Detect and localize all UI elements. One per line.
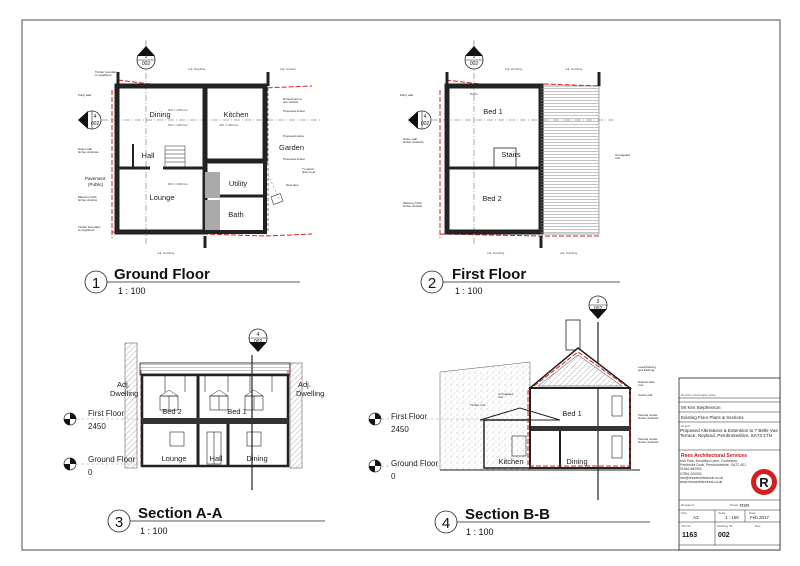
- company-name: Rees Architectural Services: [681, 453, 747, 459]
- svg-text:Stone wall: Stone wall: [403, 137, 417, 141]
- svg-text:Purlin: Purlin: [470, 92, 478, 96]
- svg-text:002: 002: [420, 121, 430, 127]
- svg-text:Painted render: Painted render: [638, 413, 658, 417]
- room-lounge: Lounge: [149, 193, 175, 202]
- svg-text:Adj. Dwelling: Adj. Dwelling: [188, 67, 206, 71]
- svg-text:Masonry brick: Masonry brick: [78, 195, 97, 199]
- svg-text:Ground Floor: Ground Floor: [88, 455, 136, 464]
- section-marker-left: [78, 111, 320, 129]
- svg-text:002: 002: [90, 121, 100, 127]
- room-bed-2: Bed 2: [482, 194, 502, 203]
- svg-text:Date: Date: [749, 511, 756, 515]
- room-bed-1: Bed 1: [562, 409, 582, 418]
- svg-text:timber windows: timber windows: [638, 416, 659, 420]
- svg-text:Proposed timber: Proposed timber: [283, 109, 306, 113]
- svg-text:First Floor: First Floor: [88, 409, 124, 418]
- room-kitchen: Kitchen: [223, 110, 249, 119]
- svg-text:to neighbour: to neighbour: [95, 73, 112, 77]
- room-hall: Hall: [141, 151, 155, 160]
- svg-text:Adj. Dwelling: Adj. Dwelling: [487, 251, 505, 255]
- svg-text:timber windows: timber windows: [78, 150, 99, 154]
- room-hall: Hall: [209, 454, 223, 463]
- pavement-label-line1: Pavement: [85, 176, 106, 181]
- sheet-date: Feb 2017: [750, 515, 770, 520]
- svg-text:Corrugated: Corrugated: [615, 153, 631, 157]
- section-marker-top: [137, 40, 155, 245]
- svg-text:002: 002: [469, 61, 479, 67]
- svg-text:002: 002: [593, 306, 603, 312]
- svg-text:Drawing No.: Drawing No.: [717, 524, 734, 528]
- drawing-title-first-floor: First Floor: [452, 266, 527, 283]
- svg-text:Masonry brick: Masonry brick: [403, 201, 422, 205]
- adj-dwelling-left-line2: Dwelling: [110, 389, 139, 398]
- drawing-number-4: 4: [441, 515, 451, 532]
- svg-text:0: 0: [88, 468, 93, 477]
- room-dining: Dining: [149, 110, 171, 119]
- sheet-border: [22, 20, 780, 550]
- svg-text:Tv aerial: Tv aerial: [302, 167, 314, 171]
- ground-floor-plan: [78, 40, 320, 296]
- sheet-scale: 1 : 100: [725, 515, 739, 520]
- svg-text:drain post: drain post: [302, 170, 316, 174]
- first-floor-plan: [400, 40, 630, 296]
- svg-text:Adj. Garden: Adj. Garden: [280, 67, 297, 71]
- svg-text:Stone wall: Stone wall: [78, 147, 92, 151]
- svg-text:timber window: timber window: [403, 204, 423, 208]
- svg-text:600 x 1500mm: 600 x 1500mm: [168, 182, 188, 186]
- svg-text:and flashing: and flashing: [638, 368, 655, 372]
- svg-text:R: R: [759, 475, 769, 490]
- drawing-number: 002: [718, 532, 730, 539]
- client-name: Mr Kim Stephenson: [681, 405, 721, 410]
- drawing-number-1: 1: [91, 275, 101, 292]
- room-garden: Garden: [279, 143, 305, 152]
- svg-text:roof: roof: [498, 395, 504, 399]
- section-bb: [369, 296, 659, 537]
- svg-text:Corrugated: Corrugated: [498, 392, 514, 396]
- drawing-scale-4: 1 : 100: [466, 527, 494, 537]
- company-phone: 01646 680000: [680, 467, 702, 472]
- svg-text:Ground Floor: Ground Floor: [391, 459, 439, 468]
- drawn-by: RSR: [740, 503, 750, 508]
- svg-text:Rev.: Rev.: [755, 524, 761, 528]
- svg-text:timber window: timber window: [78, 198, 98, 202]
- level-ground-floor: [369, 459, 440, 481]
- drawing-title-section-aa: Section A-A: [138, 505, 223, 522]
- pavement-label: [85, 176, 107, 187]
- svg-text:New pipe: New pipe: [286, 183, 299, 187]
- room-lounge: Lounge: [161, 454, 187, 463]
- company-logo: [751, 469, 777, 495]
- company-address: Ash Park, Broadford Lane, Cosheston, Pembroke Dock, Pembrokeshire, SA72 4SJ: [680, 459, 746, 468]
- svg-text:Dimensions to: Dimensions to: [283, 97, 303, 101]
- svg-text:Adj. Dwelling: Adj. Dwelling: [505, 67, 523, 71]
- svg-text:Size: Size: [681, 511, 687, 515]
- svg-text:500 x 1200mm: 500 x 1200mm: [168, 123, 188, 127]
- section-marker-top: [589, 296, 607, 500]
- project-description: Proposed Alterations & Extension to 7 Belle Vue Terrace, Neyland, Pembrokeshire, SA73 1TN: [680, 428, 778, 439]
- svg-text:Designed: Designed: [681, 503, 694, 507]
- drawing-number-3: 3: [114, 514, 124, 531]
- svg-text:Scale: Scale: [718, 511, 726, 515]
- svg-text:timber windows: timber windows: [638, 440, 659, 444]
- room-dining: Dining: [246, 454, 268, 463]
- svg-text:to neighbour: to neighbour: [78, 228, 95, 232]
- room-stairs: Stairs: [501, 150, 521, 159]
- company-email: info@reesarchitectural.co.uk: [680, 475, 724, 480]
- svg-text:Drawn: Drawn: [730, 503, 739, 507]
- svg-text:site verified: site verified: [283, 100, 299, 104]
- svg-text:600 x 1200mm: 600 x 1200mm: [168, 108, 188, 112]
- svg-text:Project: Project: [681, 424, 691, 428]
- svg-text:roof: roof: [615, 156, 621, 160]
- company-mobile: 07891 000000: [680, 471, 702, 476]
- svg-text:Natural slate: Natural slate: [638, 380, 655, 384]
- room-dining: Dining: [566, 457, 588, 466]
- sheet-size: A3: [693, 515, 699, 520]
- room-kitchen: Kitchen: [498, 457, 524, 466]
- svg-text:Timber boundary: Timber boundary: [78, 225, 101, 229]
- svg-text:3: 3: [144, 54, 148, 60]
- svg-text:Adj. Dwelling: Adj. Dwelling: [157, 251, 175, 255]
- pavement-label-line2: (Public): [88, 182, 104, 187]
- svg-text:Timber boundary: Timber boundary: [95, 70, 118, 74]
- svg-text:Adj. Dwelling: Adj. Dwelling: [565, 67, 583, 71]
- svg-text:First Floor: First Floor: [391, 412, 427, 421]
- svg-text:300 x 1200mm: 300 x 1200mm: [219, 123, 239, 127]
- room-bed-1: Bed 1: [227, 407, 247, 416]
- svg-text:roof: roof: [638, 383, 644, 387]
- adj-dwelling-left-line1: Adj.: [117, 380, 130, 389]
- svg-text:2450: 2450: [391, 425, 409, 434]
- room-bath: Bath: [228, 210, 244, 219]
- svg-text:Party wall: Party wall: [400, 93, 414, 97]
- svg-text:002: 002: [253, 339, 263, 345]
- title-block: [679, 378, 780, 550]
- drawing-title-ground-floor: Ground Floor: [114, 266, 210, 283]
- room-bed-2: Bed 2: [162, 407, 182, 416]
- svg-text:0: 0: [391, 472, 396, 481]
- svg-text:Adj. Dwelling: Adj. Dwelling: [560, 251, 578, 255]
- room-bed-1: Bed 1: [483, 107, 503, 116]
- svg-text:Proposed timber: Proposed timber: [283, 157, 306, 161]
- adj-dwelling-right-line2: Dwelling: [296, 389, 325, 398]
- svg-text:timber windows: timber windows: [403, 140, 424, 144]
- adj-dwelling-right-line1: Adj.: [298, 380, 311, 389]
- section-marker-top: [465, 40, 483, 245]
- drawing-scale-3: 1 : 100: [140, 526, 168, 536]
- drawing-number-2: 2: [427, 275, 437, 292]
- company-web: www.reesarchitectural.co.uk: [680, 480, 723, 485]
- room-utility: Utility: [228, 179, 248, 188]
- job-number: 1163: [682, 532, 698, 539]
- svg-text:Job No.: Job No.: [681, 524, 692, 528]
- svg-text:2450: 2450: [88, 422, 106, 431]
- svg-text:4: 4: [256, 332, 260, 338]
- svg-text:3: 3: [596, 299, 600, 305]
- svg-text:Party wall: Party wall: [78, 93, 92, 97]
- svg-text:Proposed stone: Proposed stone: [283, 134, 305, 138]
- drawing-scale-2: 1 : 100: [455, 286, 483, 296]
- svg-text:Lead flashing: Lead flashing: [638, 365, 656, 369]
- adj-dwelling-right: [296, 380, 324, 398]
- svg-text:4: 4: [93, 114, 97, 120]
- svg-text:002: 002: [141, 61, 151, 67]
- svg-text:Timber roof: Timber roof: [470, 403, 486, 407]
- svg-text:Painted render: Painted render: [638, 437, 658, 441]
- section-aa: [64, 329, 325, 536]
- svg-text:Revision Description Date: Revision Description Date: [681, 393, 716, 397]
- svg-text:Cavity wall: Cavity wall: [638, 393, 653, 397]
- svg-text:4: 4: [423, 114, 427, 120]
- svg-text:3: 3: [472, 54, 476, 60]
- drawing-title: Existing Floor Plans & Sections: [681, 415, 744, 420]
- drawing-scale-1: 1 : 100: [118, 286, 146, 296]
- drawing-title-section-bb: Section B-B: [465, 506, 551, 523]
